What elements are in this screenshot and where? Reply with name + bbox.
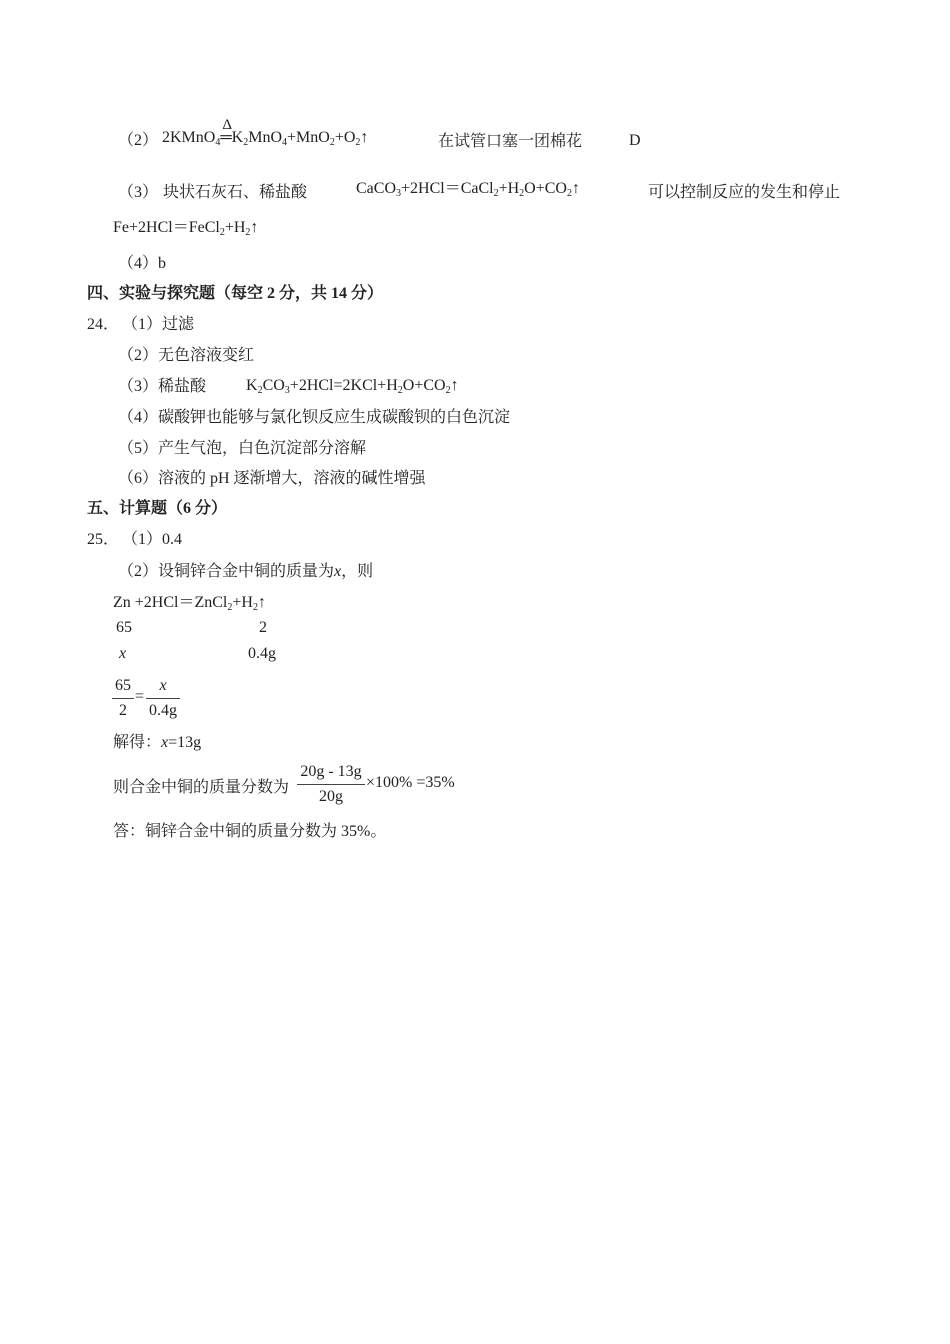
q24-part2: （2）无色溶液变红 (118, 347, 255, 364)
q25-solve: 解得：x=13g (113, 734, 202, 751)
q25-equation: $Zn +2HCl=ZnCl_2+H_2↑$ (113, 594, 266, 613)
q25-answer: 答：铜锌合金中铜的质量分数为 35%。 (113, 823, 387, 840)
q25-fraction-left: 65 2 (112, 675, 134, 722)
q23-part2-note: 在试管口塞一团棉花 (438, 133, 583, 150)
q23-part2-answer: D (629, 132, 641, 149)
q25-fraction-label: 则合金中铜的质量分数为 (113, 779, 290, 796)
q24-part4: （4）碳酸钾也能够与氯化钡反应生成碳酸钡的白色沉淀 (118, 409, 511, 426)
q23-part4: （4）b (118, 255, 167, 272)
q25-part1: （1）0.4 (122, 531, 183, 548)
q23-part3-number: （3） (118, 184, 159, 201)
q25-ratio-row1-right: 2 (259, 619, 267, 636)
q23-part3-equation: $CaCO_3+2HCl=CaCl_2+H_2O+CO_2↑$ (356, 180, 580, 199)
q24-number: 24． (87, 316, 120, 333)
q23-part2-number: （2） (118, 132, 159, 149)
q24-part6: （6）溶液的 pH 逐渐增大，溶液的碱性增强 (118, 470, 426, 487)
q25-part2: （2）设铜锌合金中铜的质量为x，则 (118, 563, 374, 580)
section4-heading: 四、实验与探究题（每空 2 分，共 14 分） (87, 285, 384, 302)
delta-symbol: Δ (222, 117, 232, 133)
q24-part3-label: （3）稀盐酸 (118, 378, 207, 395)
q23-part3-reagents: 块状石灰石、稀盐酸 (163, 184, 308, 201)
q24-part3-equation: $K_2CO_3+2HCl=2KCl+H_2O+CO_2↑$ (246, 377, 459, 396)
q25-fraction-right: x 0.4g (146, 675, 180, 722)
q23-part3-advantage: 可以控制反应的发生和停止 (648, 184, 841, 201)
q25-number: 25． (87, 531, 120, 548)
section5-heading: 五、计算题（6 分） (87, 500, 228, 517)
q25-ratio-row2-right: 0.4g (248, 645, 276, 662)
q25-fraction-result: ×100% =35% (366, 774, 455, 791)
q25-ratio-row2-left: x (119, 645, 127, 662)
q25-fraction-equals: = (135, 688, 145, 705)
q23-part2-equation: 2KMnO$_4$ Δ $═K_2MnO_4+MnO_2+O_2↑$ (162, 117, 369, 148)
q23-part3-equation2: $Fe+2HCl=FeCl_2+H_2↑$ (113, 219, 259, 238)
q25-ratio-row1-left: 65 (116, 619, 132, 636)
q24-part1: （1）过滤 (122, 316, 195, 333)
q24-part5: （5）产生气泡，白色沉淀部分溶解 (118, 440, 367, 457)
q25-mass-fraction: 20g - 13g 20g (297, 761, 365, 808)
